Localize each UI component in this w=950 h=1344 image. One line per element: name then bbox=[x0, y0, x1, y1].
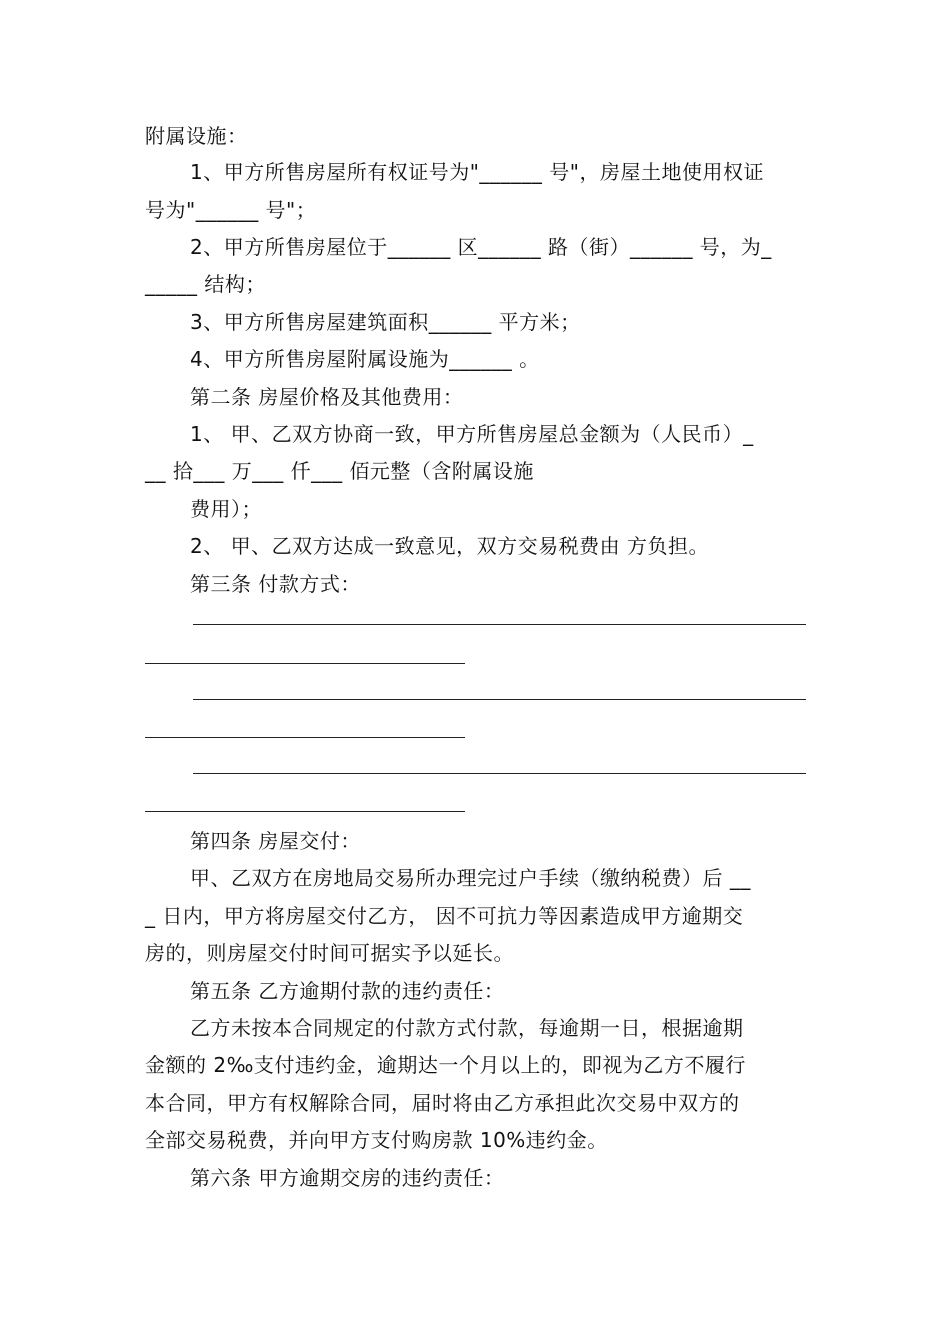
clause-2-1-line-2: __ 拾___ 万___ 仟___ 佰元整（含附属设施 bbox=[145, 459, 534, 483]
payment-blank-line bbox=[193, 699, 806, 700]
article-5-body-line-3: 本合同，甲方有权解除合同，届时将由乙方承担此次交易中双方的 bbox=[145, 1091, 740, 1115]
article-4-body-line-2: _ 日内，甲方将房屋交付乙方， 因不可抗力等因素造成甲方逾期交 bbox=[145, 904, 744, 928]
clause-1-4: 4、甲方所售房屋附属设施为______ 。 bbox=[190, 347, 540, 371]
article-5-body-line-2: 金额的 2‰支付违约金，逾期达一个月以上的，即视为乙方不履行 bbox=[145, 1053, 746, 1077]
article-4-body-line-3: 房的，则房屋交付时间可据实予以延长。 bbox=[145, 941, 514, 965]
clause-2-1-line-3: 费用）； bbox=[190, 497, 262, 521]
article-4-heading: 第四条 房屋交付： bbox=[190, 829, 361, 853]
article-3-heading: 第三条 付款方式： bbox=[190, 572, 361, 596]
attachment-facilities-heading: 附属设施： bbox=[145, 124, 248, 148]
payment-blank-line bbox=[193, 624, 806, 625]
article-6-heading: 第六条 甲方逾期交房的违约责任： bbox=[190, 1166, 505, 1190]
payment-blank-line bbox=[145, 737, 465, 738]
clause-1-1-line-2: 号为"______ 号"； bbox=[145, 198, 317, 222]
article-5-body-line-4: 全部交易税费，并向甲方支付购房款 10%违约金。 bbox=[145, 1128, 608, 1152]
clause-2-1-line-1: 1、 甲、乙双方协商一致，甲方所售房屋总金额为（人民币）_ bbox=[190, 422, 754, 446]
clause-1-2-line-2: _____ 结构； bbox=[145, 272, 266, 296]
payment-blank-line bbox=[145, 663, 465, 664]
payment-blank-line bbox=[145, 811, 465, 812]
clause-1-1-line-1: 1、甲方所售房屋所有权证号为"______ 号"，房屋土地使用权证 bbox=[190, 160, 764, 184]
clause-1-2-line-1: 2、甲方所售房屋位于______ 区______ 路（街）______ 号，为_ bbox=[190, 235, 772, 259]
article-5-body-line-1: 乙方未按本合同规定的付款方式付款，每逾期一日，根据逾期 bbox=[190, 1016, 744, 1040]
payment-blank-line bbox=[193, 773, 806, 774]
article-5-heading: 第五条 乙方逾期付款的违约责任： bbox=[190, 979, 505, 1003]
clause-2-2: 2、 甲、乙双方达成一致意见，双方交易税费由 方负担。 bbox=[190, 534, 709, 558]
article-4-body-line-1: 甲、乙双方在房地局交易所办理完过户手续（缴纳税费）后 __ bbox=[190, 866, 751, 890]
article-2-heading: 第二条 房屋价格及其他费用： bbox=[190, 385, 464, 409]
clause-1-3: 3、甲方所售房屋建筑面积______ 平方米； bbox=[190, 310, 581, 334]
